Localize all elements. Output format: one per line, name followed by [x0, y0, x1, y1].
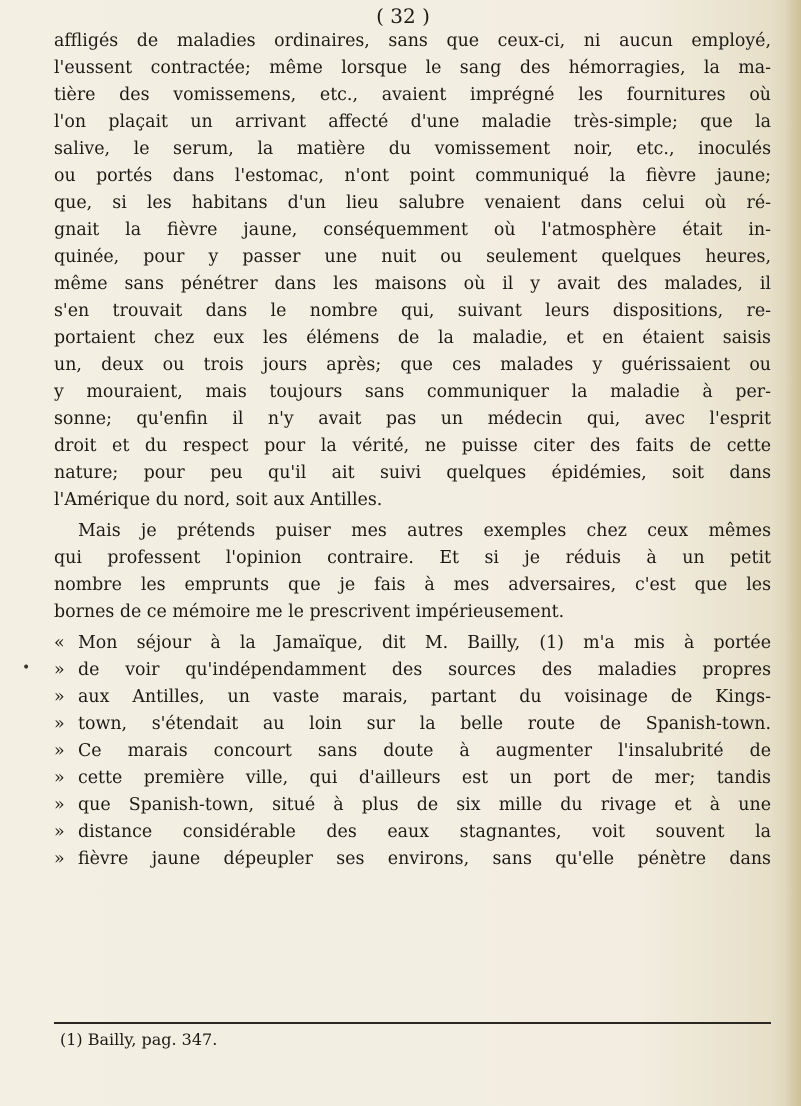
page-number: ( 32 ) [376, 4, 430, 28]
paragraph-2 [54, 518, 771, 626]
margin-mark: • [22, 660, 31, 676]
quote-mark: » [54, 849, 65, 869]
quote-line [54, 684, 771, 711]
text-line: Mais je prétends puiser mes autres exemples chez ceux mêmes [78, 521, 771, 541]
quote-mark: « [54, 633, 65, 653]
text-line: nombre les emprunts que je fais à mes adversaires, c'est que les [54, 575, 771, 595]
quote-line [54, 846, 771, 873]
text-line: ou portés dans l'estomac, n'ont point communiqué la fièvre jaune; [54, 166, 771, 186]
quote-mark: » [54, 660, 65, 680]
quote-mark: » [54, 714, 65, 734]
text-line: portaient chez eux les élémens de la maladie, et en étaient saisis [54, 328, 771, 348]
text-line: sonne; qu'enfin il n'y avait pas un médecin qui, avec l'esprit [54, 409, 771, 429]
quote-mark: » [54, 822, 65, 842]
footnote: (1) Bailly, pag. 347. [60, 1030, 218, 1049]
quote-mark: » [54, 687, 65, 707]
quote-text: cette première ville, qui d'ailleurs est un port de mer; tandis [78, 768, 771, 788]
text-line: qui professent l'opinion contraire. Et si je réduis à un petit [54, 548, 771, 568]
text-line: gnait la fièvre jaune, conséquemment où l'atmosphère était in- [54, 220, 771, 240]
body-text [54, 28, 771, 873]
text-line: droit et du respect pour la vérité, ne puisse citer des faits de cette [54, 436, 771, 456]
quote-text: que Spanish-town, situé à plus de six mille du rivage et à une [78, 795, 771, 815]
quote-line [54, 792, 771, 819]
quote-text: Ce marais concourt sans doute à augmenter l'insalubrité de [78, 741, 771, 761]
quote-text: aux Antilles, un vaste marais, partant du voisinage de Kings- [78, 687, 771, 707]
text-line: un, deux ou trois jours après; que ces malades y guérissaient ou [54, 355, 771, 375]
text-line: quinée, pour y passer une nuit ou seulement quelques heures, [54, 247, 771, 267]
quote-mark: » [54, 795, 65, 815]
text-line: l'eussent contractée; même lorsque le sang des hémorragies, la ma- [54, 58, 771, 78]
quote-text: Mon séjour à la Jamaïque, dit M. Bailly, (1) m'a mis à portée [78, 633, 771, 653]
text-line-last: bornes de ce mémoire me le prescrivent impérieusement. [54, 602, 565, 622]
quote-text: distance considérable des eaux stagnantes, voit souvent la [78, 822, 771, 842]
text-line: affligés de maladies ordinaires, sans que ceux-ci, ni aucun employé, [54, 31, 771, 51]
quote-line [54, 819, 771, 846]
paragraph-1 [54, 28, 771, 514]
page-edge-shadow [785, 0, 801, 1106]
quote-line [54, 711, 771, 738]
text-line: que, si les habitans d'un lieu salubre venaient dans celui où ré- [54, 193, 771, 213]
text-line: l'on plaçait un arrivant affecté d'une maladie très-simple; que la [54, 112, 771, 132]
text-line: même sans pénétrer dans les maisons où il y avait des malades, il [54, 274, 771, 294]
quote-text: town, s'étendait au loin sur la belle route de Spanish-town. [78, 714, 771, 734]
text-line: salive, le serum, la matière du vomissement noir, etc., inoculés [54, 139, 771, 159]
quote-line [54, 765, 771, 792]
quote-line [54, 657, 771, 684]
footnote-rule [54, 1022, 771, 1024]
text-line-last: l'Amérique du nord, soit aux Antilles. [54, 490, 383, 510]
quotation [54, 630, 771, 873]
text-line: s'en trouvait dans le nombre qui, suivant leurs dispositions, re- [54, 301, 771, 321]
quote-mark: » [54, 768, 65, 788]
text-line: y mouraient, mais toujours sans communiquer la maladie à per- [54, 382, 771, 402]
text-line: tière des vomissemens, etc., avaient imprégné les fournitures où [54, 85, 771, 105]
quote-line [54, 738, 771, 765]
quote-text: de voir qu'indépendamment des sources des maladies propres [78, 660, 771, 680]
text-line: nature; pour peu qu'il ait suivi quelques épidémies, soit dans [54, 463, 771, 483]
quote-text: fièvre jaune dépeupler ses environs, sans qu'elle pénètre dans [78, 849, 771, 869]
quote-line [54, 630, 771, 657]
quote-mark: » [54, 741, 65, 761]
